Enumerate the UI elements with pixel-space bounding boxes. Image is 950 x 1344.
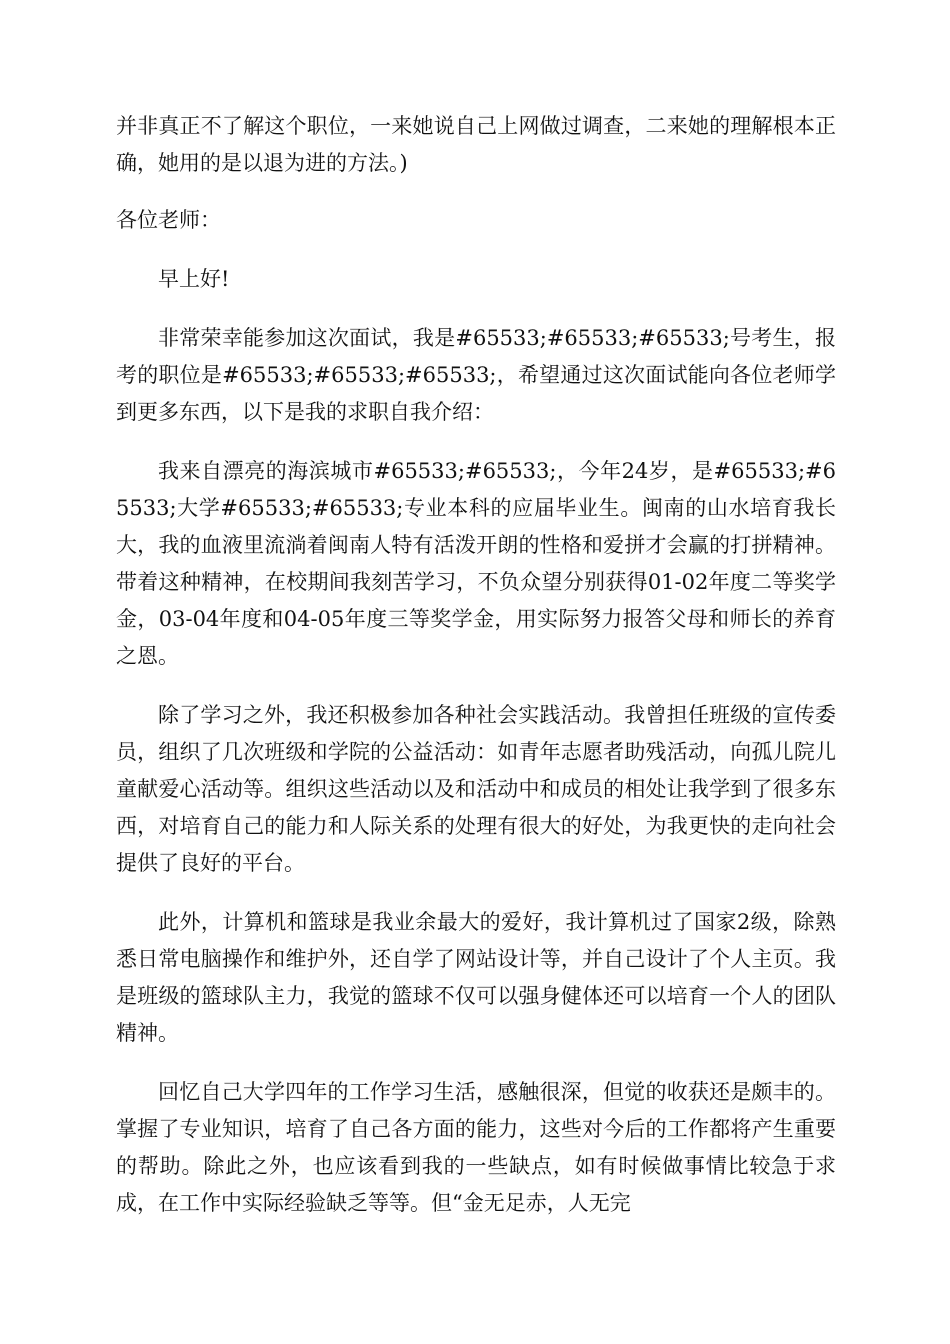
- paragraph-hobbies: 此外，计算机和篮球是我业余最大的爱好，我计算机过了国家2级，除熟悉日常电脑操作和维护外，还自学了网站设计等，并自己设计了个人主页。我是班级的篮球队主力，我觉的篮球不仅可以强身健体还可以培育一个人的团队精神。: [116, 910, 836, 1045]
- salutation: 各位老师：: [116, 208, 221, 232]
- paragraph-introduction: 非常荣幸能参加这次面试，我是#65533;#65533;#65533;号考生，报考的职位是#65533;#65533;#65533;，希望通过这次面试能向各位老师学到更多东西，以下是我的求职自我介绍：: [116, 326, 836, 424]
- paragraph-background: 我来自漂亮的海滨城市#65533;#65533;，今年24岁，是#65533;#65533;大学#65533;#65533;专业本科的应届毕业生。闽南的山水培育我长大，我的血液里流淌着闽南人特有活泼开朗的性格和爱拼才会赢的打拼精神。带着这种精神，在校期间我刻苦学习，不负众望分别获得01-02年度二等奖学金，03-04年度和04-05年度三等奖学金，用实际努力报答父母和师长的养育之恩。: [116, 459, 836, 668]
- paragraph-continuation: 并非真正不了解这个职位，一来她说自己上网做过调查，二来她的理解根本正确，她用的是以退为进的方法。): [116, 114, 836, 175]
- paragraph-reflection: 回忆自己大学四年的工作学习生活，感触很深，但觉的收获还是颇丰的。掌握了专业知识，培育了自己各方面的能力，这些对今后的工作都将产生重要的帮助。除此之外，也应该看到我的一些缺点，如有时候做事情比较急于求成，在工作中实际经验缺乏等等。但“金无足赤，人无完: [116, 1080, 836, 1215]
- paragraph-activities: 除了学习之外，我还积极参加各种社会实践活动。我曾担任班级的宣传委员，组织了几次班级和学院的公益活动：如青年志愿者助残活动，向孤儿院儿童献爱心活动等。组织这些活动以及和活动中和成员的相处让我学到了很多东西，对培育自己的能力和人际关系的处理有很大的好处，为我更快的走向社会提供了良好的平台。: [116, 703, 836, 875]
- greeting: 早上好!: [158, 267, 230, 291]
- document-body: [116, 108, 836, 1244]
